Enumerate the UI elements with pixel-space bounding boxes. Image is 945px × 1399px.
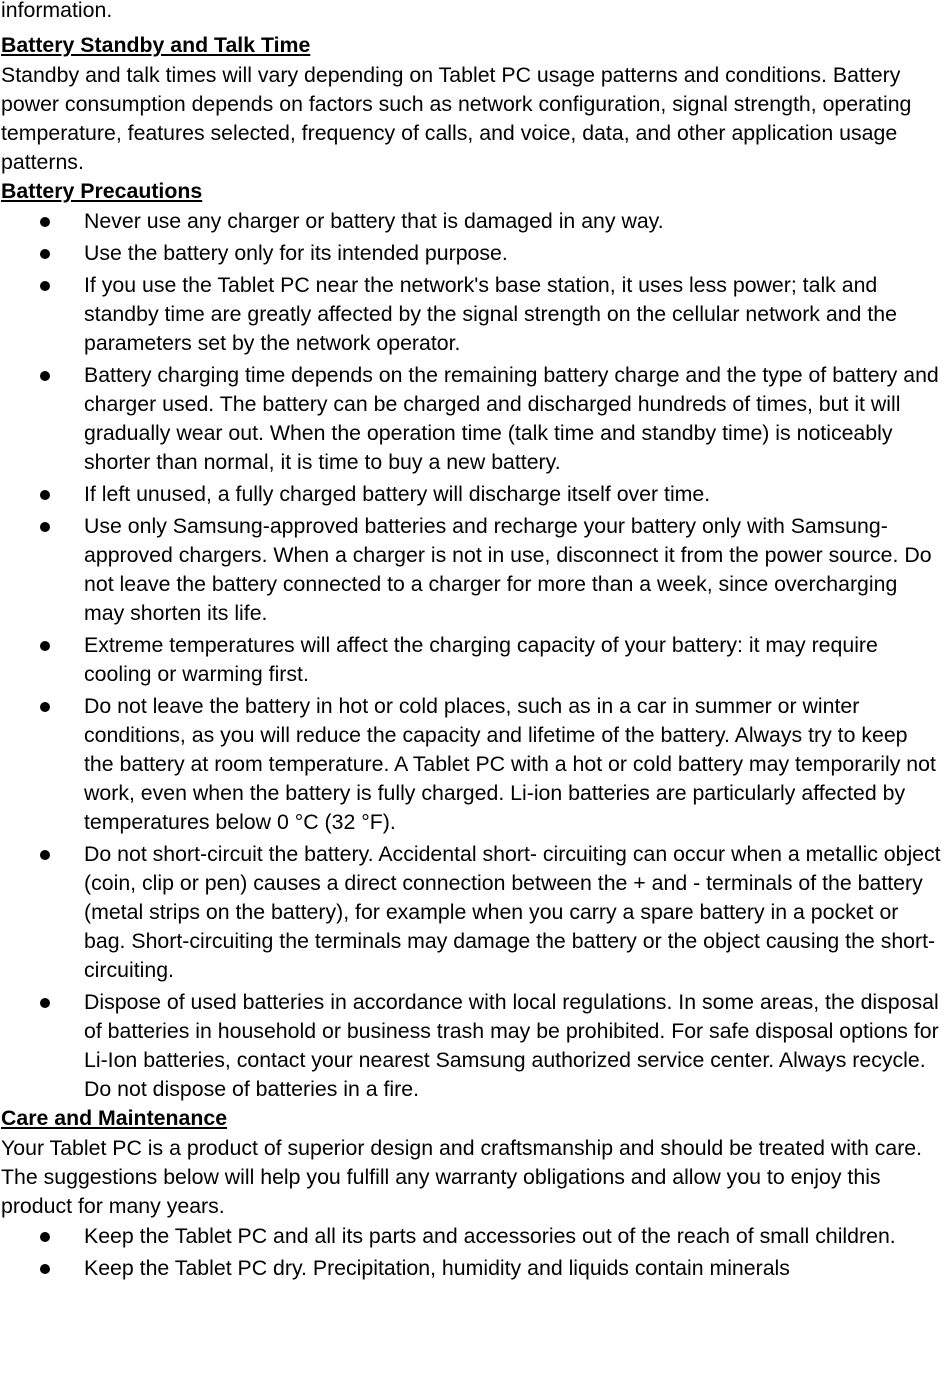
bullet-icon [40, 217, 50, 227]
precautions-list [0, 207, 945, 1104]
list-item [0, 692, 945, 837]
care-list [0, 1222, 945, 1283]
list-item-text: Do not leave the battery in hot or cold places, such as in a car in summer or winter conditions, as you will reduce the capacity and lifetime of the battery. Always try to keep the battery at room temperature. A Tablet PC with a hot or cold battery may temporarily not work, even when the battery is fully charged. Li-ion batteries are particularly affected by temperatures below 0 °C (32 °F). [84, 694, 936, 834]
bullet-icon [40, 702, 50, 712]
list-item [0, 840, 945, 985]
list-item-text: If you use the Tablet PC near the network's base station, it uses less power; talk and standby time are greatly affected by the signal strength on the cellular network and the parameters set by the network operator. [84, 273, 897, 355]
list-item [0, 361, 945, 477]
list-item [0, 480, 945, 509]
list-item-text: Extreme temperatures will affect the charging capacity of your battery: it may require cooling or warming first. [84, 633, 878, 686]
list-item-text: Use the battery only for its intended purpose. [84, 241, 508, 265]
bullet-icon [40, 522, 50, 532]
list-item-text: Dispose of used batteries in accordance with local regulations. In some areas, the disposal of batteries in household or business trash may be prohibited. For safe disposal options for Li-Ion batteries, contact your nearest Samsung authorized service center. Always recycle. Do not dispose of batteries in a fire. [84, 990, 939, 1101]
list-item [0, 1254, 945, 1283]
list-item-text: If left unused, a fully charged battery will discharge itself over time. [84, 482, 711, 506]
section-heading-precautions: Battery Precautions [1, 179, 203, 203]
list-item [0, 271, 945, 358]
list-item [0, 1222, 945, 1251]
list-item [0, 239, 945, 268]
list-item-text: Use only Samsung-approved batteries and recharge your battery only with Samsung-approved chargers. When a charger is not in use, disconnect it from the power source. Do not leave the battery connected to a charger for more than a week, since overcharging may shorten its life. [84, 514, 932, 625]
list-item-text: Do not short-circuit the battery. Accidental short- circuiting can occur when a metallic object (coin, clip or pen) causes a direct connection between the + and - terminals of the battery (metal strips on the battery), for example when you carry a spare battery in a pocket or bag. Short-circuiting the terminals may damage the battery or the object causing the short-circuiting. [84, 842, 941, 982]
bullet-icon [40, 1264, 50, 1274]
list-item [0, 207, 945, 236]
standby-paragraph: Standby and talk times will vary depending on Tablet PC usage patterns and conditions. Battery power consumption depends on factors such as network configuration, signal strength, operating temperature, features selected, frequency of calls, and voice, data, and other application usage patterns. [1, 63, 912, 174]
bullet-icon [40, 998, 50, 1008]
bullet-icon [40, 641, 50, 651]
bullet-icon [40, 281, 50, 291]
list-item-text: Keep the Tablet PC dry. Precipitation, humidity and liquids contain minerals [84, 1256, 790, 1280]
bullet-icon [40, 249, 50, 259]
list-item-text: Keep the Tablet PC and all its parts and accessories out of the reach of small children. [84, 1224, 896, 1248]
bullet-icon [40, 371, 50, 381]
care-paragraph: Your Tablet PC is a product of superior design and craftsmanship and should be treated with care. The suggestions below will help you fulfill any warranty obligations and allow you to enjoy this product for many years. [1, 1136, 923, 1218]
continued-text: information. [1, 0, 113, 22]
bullet-icon [40, 490, 50, 500]
list-item [0, 631, 945, 689]
section-heading-standby: Battery Standby and Talk Time [1, 33, 311, 57]
bullet-icon [40, 1232, 50, 1242]
list-item-text: Never use any charger or battery that is damaged in any way. [84, 209, 664, 233]
list-item [0, 988, 945, 1104]
list-item-text: Battery charging time depends on the remaining battery charge and the type of battery and charger used. The battery can be charged and discharged hundreds of times, but it will gradually wear out. When the operation time (talk time and standby time) is noticeably shorter than normal, it is time to buy a new battery. [84, 363, 939, 474]
section-heading-care: Care and Maintenance [1, 1106, 228, 1130]
bullet-icon [40, 850, 50, 860]
list-item [0, 512, 945, 628]
